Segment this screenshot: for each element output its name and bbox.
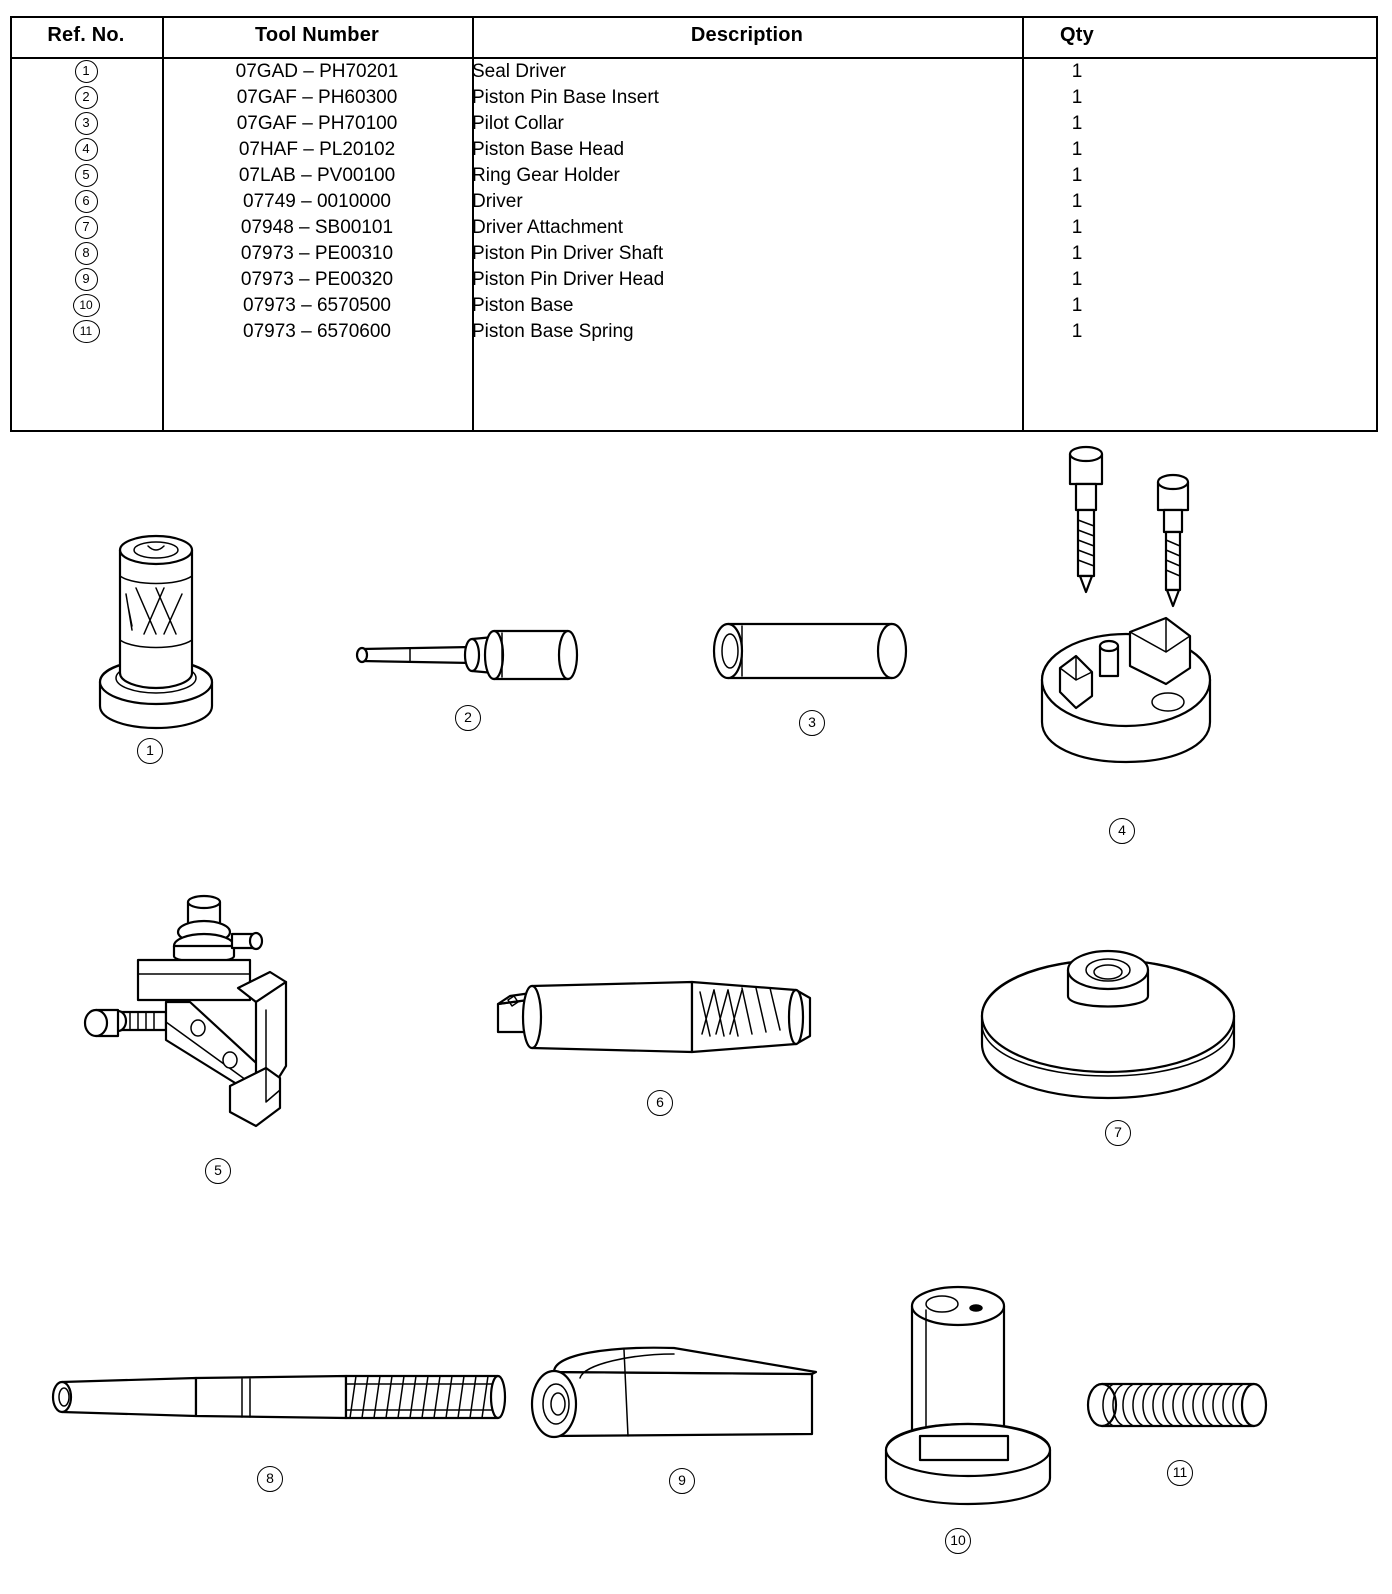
figure-label-10: 10 — [938, 1528, 978, 1554]
ref-circle-4: 4 — [75, 138, 98, 161]
table-row — [10, 58, 1378, 85]
table-row — [10, 163, 1378, 189]
cell-tool-number: 07LAB – PV00100 — [238, 164, 396, 186]
cell-ref-no — [10, 319, 162, 345]
figure-label-4: 4 — [1102, 818, 1142, 844]
cell-qty: 1 — [1071, 86, 1083, 108]
table-row — [10, 319, 1378, 345]
cell-ref-no — [10, 111, 162, 137]
cell-description: Piston Pin Driver Shaft — [472, 242, 664, 264]
figure-driver-attachment — [968, 920, 1248, 1140]
cell-description: Driver — [472, 190, 523, 212]
cell-description: Ring Gear Holder — [472, 164, 620, 186]
cell-ref-no — [10, 267, 162, 293]
figure-label-8: 8 — [250, 1466, 290, 1492]
table-row — [10, 293, 1378, 319]
cell-description: Piston Base Head — [472, 138, 625, 160]
cell-qty: 1 — [1071, 216, 1083, 238]
cell-qty: 1 — [1071, 294, 1083, 316]
ref-circle-11: 11 — [73, 320, 100, 343]
cell-description: Piston Pin Base Insert — [472, 86, 659, 108]
ref-circle-3: 3 — [75, 112, 98, 135]
figure-seal-driver — [78, 510, 258, 758]
cell-ref-no — [10, 163, 162, 189]
figure-driver — [488, 960, 828, 1110]
table-row — [10, 267, 1378, 293]
cell-ref-no — [10, 189, 162, 215]
cell-blank — [1132, 267, 1378, 293]
figure-label-3: 3 — [792, 710, 832, 736]
cell-qty: 1 — [1071, 164, 1083, 186]
cell-tool-number: 07GAD – PH70201 — [235, 60, 399, 82]
cell-description: Piston Base Spring — [472, 320, 634, 342]
ref-circle-9: 9 — [75, 268, 98, 291]
table-row — [10, 137, 1378, 163]
figure-label-9: 9 — [662, 1468, 702, 1494]
ref-circle-8: 8 — [75, 242, 98, 265]
cell-description: Piston Pin Driver Head — [472, 268, 665, 290]
figure-piston-pin-base-insert — [352, 605, 602, 725]
cell-blank — [1132, 293, 1378, 319]
header-description: Description — [472, 16, 1022, 58]
cell-qty: 1 — [1071, 190, 1083, 212]
cell-qty: 1 — [1071, 320, 1083, 342]
table-row — [10, 241, 1378, 267]
cell-tool-number: 07GAF – PH70100 — [236, 112, 398, 134]
figure-piston-pin-driver-shaft — [46, 1340, 516, 1486]
figure-piston-base-spring — [1082, 1360, 1282, 1480]
tool-illustrations — [0, 430, 1392, 1594]
cell-qty: 1 — [1071, 242, 1083, 264]
cell-blank — [1132, 189, 1378, 215]
cell-blank — [1132, 111, 1378, 137]
figure-label-1: 1 — [130, 738, 170, 764]
cell-qty: 1 — [1071, 112, 1083, 134]
figure-label-7: 7 — [1098, 1120, 1138, 1146]
header-ref-no: Ref. No. — [10, 16, 162, 58]
figure-pilot-collar — [706, 602, 926, 730]
figure-label-6: 6 — [640, 1090, 680, 1116]
cell-blank — [1132, 163, 1378, 189]
header-qty: Qty — [1022, 16, 1132, 58]
cell-ref-no — [10, 137, 162, 163]
header-tool-number: Tool Number — [162, 16, 472, 58]
cell-description: Pilot Collar — [472, 112, 564, 134]
table-row — [10, 85, 1378, 111]
cell-ref-no — [10, 215, 162, 241]
cell-ref-no — [10, 58, 162, 85]
header-blank — [1132, 16, 1378, 58]
cell-tool-number: 07973 – PE00320 — [240, 268, 394, 290]
cell-description: Driver Attachment — [472, 216, 623, 238]
cell-description: Piston Base — [472, 294, 574, 316]
cell-tool-number: 07973 – 6570500 — [243, 294, 391, 316]
cell-tool-number: 07948 – SB00101 — [240, 216, 394, 238]
cell-tool-number: 07749 – 0010000 — [243, 190, 391, 212]
figure-piston-base-head — [1026, 440, 1256, 838]
ref-circle-7: 7 — [75, 216, 98, 239]
table-row — [10, 189, 1378, 215]
ref-circle-2: 2 — [75, 86, 98, 109]
ref-circle-5: 5 — [75, 164, 98, 187]
ref-circle-10: 10 — [73, 294, 100, 317]
figure-piston-pin-driver-head — [524, 1330, 844, 1488]
cell-qty: 1 — [1071, 268, 1083, 290]
cell-blank — [1132, 137, 1378, 163]
figure-piston-base — [880, 1274, 1060, 1548]
cell-ref-no — [10, 241, 162, 267]
cell-qty: 1 — [1071, 60, 1083, 82]
cell-tool-number: 07973 – 6570600 — [243, 320, 391, 342]
cell-blank — [1132, 241, 1378, 267]
figure-label-2: 2 — [448, 705, 488, 731]
figure-ring-gear-holder — [70, 890, 340, 1178]
cell-ref-no — [10, 85, 162, 111]
table-row — [10, 111, 1378, 137]
ref-circle-1: 1 — [75, 60, 98, 83]
cell-ref-no — [10, 293, 162, 319]
table-row — [10, 215, 1378, 241]
ref-circle-6: 6 — [75, 190, 98, 213]
cell-tool-number: 07HAF – PL20102 — [238, 138, 396, 160]
special-tools-table — [10, 16, 1378, 345]
cell-blank — [1132, 215, 1378, 241]
cell-qty: 1 — [1071, 138, 1083, 160]
cell-description: Seal Driver — [472, 60, 566, 82]
cell-blank — [1132, 58, 1378, 85]
figure-label-11: 11 — [1160, 1460, 1200, 1486]
cell-blank — [1132, 85, 1378, 111]
cell-tool-number: 07GAF – PH60300 — [236, 86, 398, 108]
cell-tool-number: 07973 – PE00310 — [240, 242, 394, 264]
figure-label-5: 5 — [198, 1158, 238, 1184]
cell-blank — [1132, 319, 1378, 345]
